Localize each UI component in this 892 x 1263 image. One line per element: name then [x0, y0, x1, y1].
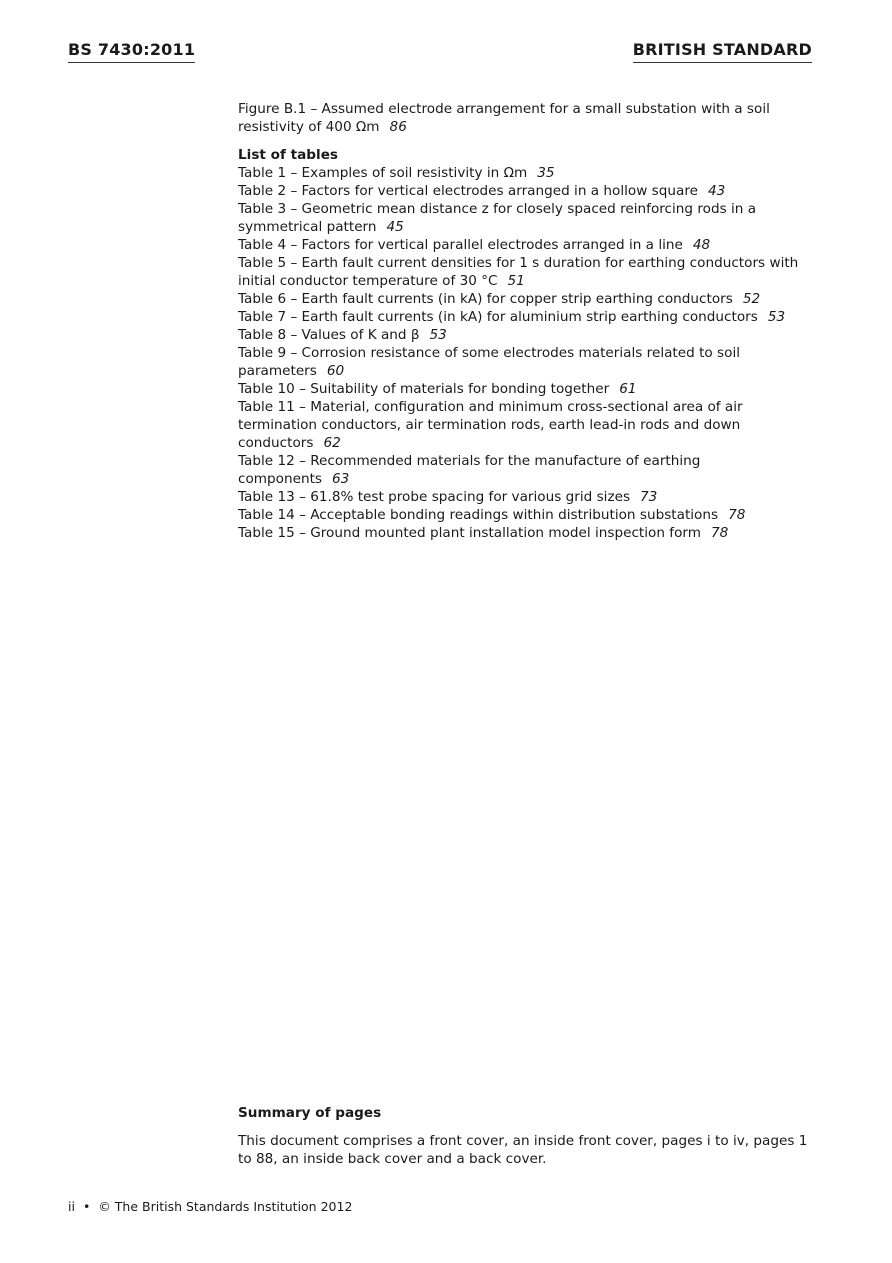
table-entry-text: Table 6 – Earth fault currents (in kA) for copper strip earthing conductors — [238, 291, 733, 307]
table-entry-text: Table 3 – Geometric mean distance z for closely spaced reinforcing rods in a symmetrical pattern — [238, 201, 757, 235]
table-entry-text: Table 7 – Earth fault currents (in kA) for aluminium strip earthing conductors — [238, 309, 758, 325]
table-entry-text: Table 2 – Factors for vertical electrodes arranged in a hollow square — [238, 183, 698, 199]
table-entry-text: Table 12 – Recommended materials for the manufacture of earthing components — [238, 453, 701, 487]
contents-list — [238, 100, 808, 542]
table-entry[interactable] — [238, 452, 808, 488]
table-entry-page: 45 — [386, 219, 404, 235]
summary-title: Summary of pages — [238, 1105, 382, 1121]
table-entry-text: Table 4 – Factors for vertical parallel electrodes arranged in a line — [238, 237, 683, 253]
table-entry-page: 51 — [507, 273, 525, 289]
table-entry[interactable] — [238, 182, 808, 200]
table-entry-text: Table 15 – Ground mounted plant installation model inspection form — [238, 525, 701, 541]
footer-copyright: © The British Standards Institution 2012 — [98, 1199, 353, 1214]
footer-page-number: ii — [68, 1199, 75, 1214]
header-standard-number: BS 7430:2011 — [68, 40, 195, 63]
table-entry-text: Table 14 – Acceptable bonding readings within distribution substations — [238, 507, 719, 523]
figure-entry[interactable] — [238, 100, 808, 136]
table-entry[interactable] — [238, 344, 808, 380]
table-entry-text: Table 9 – Corrosion resistance of some electrodes materials related to soil parameters — [238, 345, 740, 379]
table-entry[interactable] — [238, 290, 808, 308]
table-entry[interactable] — [238, 236, 808, 254]
list-of-tables-title: List of tables — [238, 147, 339, 163]
table-entry-page: 78 — [711, 525, 729, 541]
table-entry-page: 61 — [619, 381, 637, 397]
table-entry-text: Table 5 – Earth fault current densities for 1 s duration for earthing conductors with initial conductor temperature of 30 °C — [238, 255, 799, 289]
table-entry-page: 52 — [742, 291, 761, 307]
table-entry-page: 73 — [640, 489, 658, 505]
summary-text: This document comprises a front cover, an inside front cover, pages i to iv, pages 1 to 88, an inside back cover and a back cover. — [238, 1133, 808, 1167]
table-entry[interactable] — [238, 200, 808, 236]
tables-list — [238, 164, 808, 542]
summary-of-pages — [238, 1104, 808, 1168]
table-entry[interactable] — [238, 506, 808, 524]
table-entry[interactable] — [238, 254, 808, 290]
table-entry[interactable] — [238, 524, 808, 542]
table-entry-text: Table 8 – Values of K and β — [238, 327, 420, 343]
table-entry-text: Table 13 – 61.8% test probe spacing for various grid sizes — [238, 489, 631, 505]
footer-bullet: • — [82, 1199, 91, 1214]
table-entry-text: Table 11 – Material, configuration and minimum cross-sectional area of air termination conductors, air termination rods, earth lead-in rods and down conductors — [238, 399, 743, 451]
table-entry[interactable] — [238, 488, 808, 506]
table-entry-text: Table 1 – Examples of soil resistivity in Ωm — [238, 165, 528, 181]
figure-entry-page: 86 — [389, 119, 407, 135]
table-entry-page: 53 — [767, 309, 786, 325]
table-entry[interactable] — [238, 326, 808, 344]
table-entry[interactable] — [238, 308, 808, 326]
table-entry[interactable] — [238, 398, 808, 452]
header-publisher: BRITISH STANDARD — [633, 40, 812, 63]
table-entry-page: 43 — [707, 183, 726, 199]
table-entry[interactable] — [238, 380, 808, 398]
table-entry-page: 60 — [326, 363, 345, 379]
table-entry-page: 35 — [537, 165, 555, 181]
table-entry-text: Table 10 – Suitability of materials for bonding together — [238, 381, 610, 397]
table-entry-page: 78 — [728, 507, 746, 523]
figure-entry-text: Figure B.1 – Assumed electrode arrangement for a small substation with a soil resistivity of 400 Ωm — [238, 101, 770, 135]
table-entry-page: 63 — [332, 471, 350, 487]
table-entry-page: 53 — [429, 327, 447, 343]
page-footer — [68, 1198, 352, 1216]
table-entry-page: 48 — [692, 237, 711, 253]
table-entry[interactable] — [238, 164, 808, 182]
table-entry-page: 62 — [323, 435, 341, 451]
